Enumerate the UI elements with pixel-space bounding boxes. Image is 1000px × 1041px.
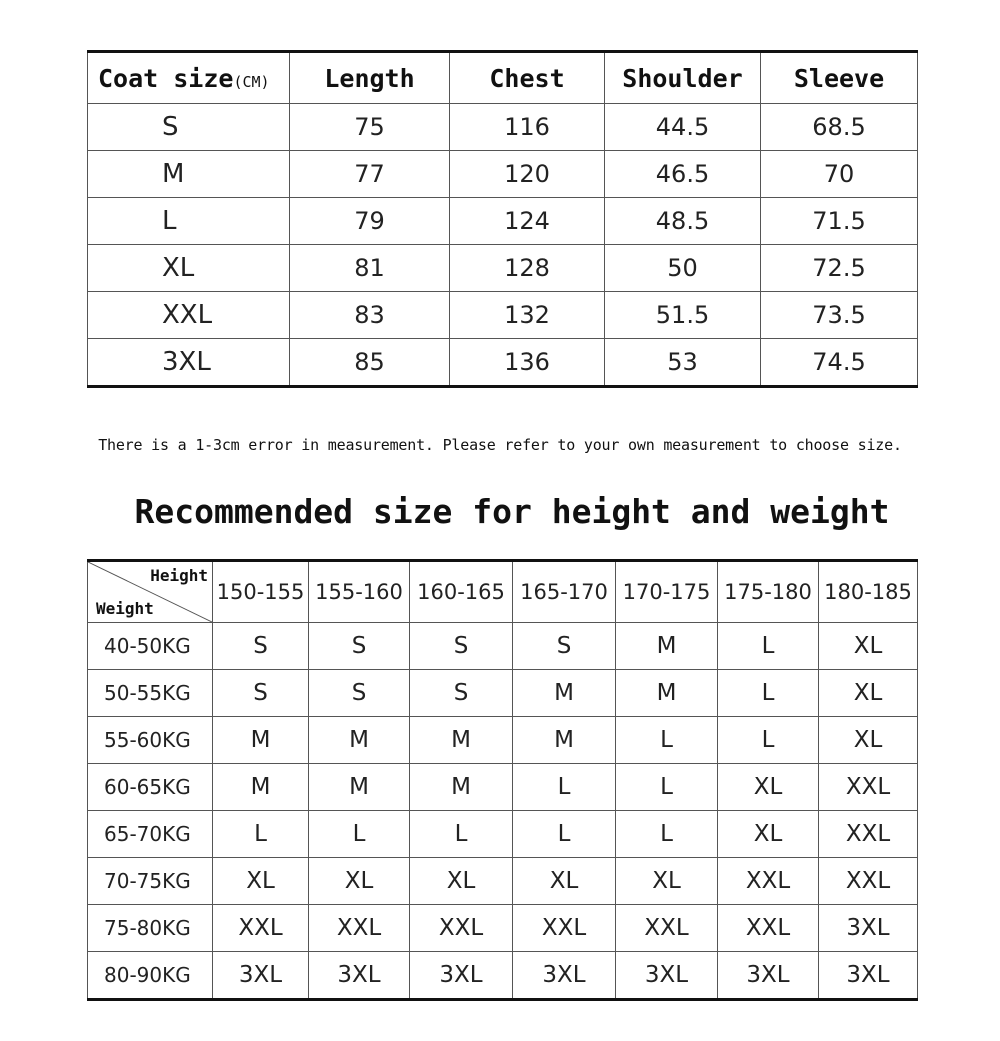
corner-header	[88, 561, 213, 623]
recommended-size: XXL	[819, 858, 918, 905]
table-row	[88, 198, 918, 245]
recommended-size: M	[410, 717, 513, 764]
table-row	[88, 764, 918, 811]
weight-range-label: 75-80KG	[88, 905, 213, 952]
length-value: 75	[290, 104, 450, 151]
size-label: 3XL	[88, 339, 290, 387]
recommended-size: M	[616, 623, 718, 670]
table-row	[88, 623, 918, 670]
recommended-size: M	[410, 764, 513, 811]
column-header-shoulder: Shoulder	[605, 52, 761, 104]
recommended-size: XL	[213, 858, 309, 905]
length-value: 81	[290, 245, 450, 292]
recommended-size: XXL	[819, 811, 918, 858]
table-row	[88, 670, 918, 717]
recommended-size: S	[309, 670, 410, 717]
shoulder-value: 44.5	[605, 104, 761, 151]
recommended-size: XXL	[213, 905, 309, 952]
size-label: M	[88, 151, 290, 198]
shoulder-value: 48.5	[605, 198, 761, 245]
recommendation-table	[87, 559, 918, 1001]
recommended-size: S	[410, 670, 513, 717]
recommended-size: 3XL	[213, 952, 309, 1000]
table-row	[88, 245, 918, 292]
chest-value: 136	[450, 339, 605, 387]
table-row	[88, 952, 918, 1000]
height-range-header: 175-180	[718, 561, 819, 623]
recommended-size: XXL	[718, 905, 819, 952]
height-range-header: 165-170	[513, 561, 616, 623]
height-range-header: 150-155	[213, 561, 309, 623]
recommended-size: XL	[819, 717, 918, 764]
sleeve-value: 73.5	[761, 292, 918, 339]
sleeve-value: 74.5	[761, 339, 918, 387]
height-range-header: 160-165	[410, 561, 513, 623]
recommended-size: M	[309, 717, 410, 764]
recommended-size: S	[513, 623, 616, 670]
coat-size-table	[87, 50, 918, 388]
recommended-size: 3XL	[718, 952, 819, 1000]
weight-range-label: 65-70KG	[88, 811, 213, 858]
sleeve-value: 71.5	[761, 198, 918, 245]
recommended-size: L	[718, 670, 819, 717]
recommended-size: S	[309, 623, 410, 670]
size-label: L	[88, 198, 290, 245]
recommended-size: XL	[819, 670, 918, 717]
column-header-chest: Chest	[450, 52, 605, 104]
weight-range-label: 40-50KG	[88, 623, 213, 670]
recommended-size: L	[513, 764, 616, 811]
recommended-size: M	[513, 717, 616, 764]
column-header-sleeve: Sleeve	[761, 52, 918, 104]
size-label: XL	[88, 245, 290, 292]
table-row	[88, 292, 918, 339]
recommended-size: XL	[410, 858, 513, 905]
corner-height-label: Height	[150, 566, 208, 585]
length-value: 77	[290, 151, 450, 198]
recommended-size: 3XL	[616, 952, 718, 1000]
height-range-header: 180-185	[819, 561, 918, 623]
size-label: XXL	[88, 292, 290, 339]
table-row	[88, 104, 918, 151]
recommended-size: L	[513, 811, 616, 858]
recommended-size: L	[616, 717, 718, 764]
shoulder-value: 50	[605, 245, 761, 292]
length-value: 83	[290, 292, 450, 339]
recommended-size: XXL	[309, 905, 410, 952]
recommended-size: XL	[513, 858, 616, 905]
recommended-size: XL	[819, 623, 918, 670]
chest-value: 124	[450, 198, 605, 245]
table-row	[88, 811, 918, 858]
height-header-row	[88, 561, 918, 623]
coat-size-header	[88, 52, 290, 104]
column-header-length: Length	[290, 52, 450, 104]
table-row	[88, 858, 918, 905]
weight-range-label: 50-55KG	[88, 670, 213, 717]
recommended-size: 3XL	[309, 952, 410, 1000]
recommended-size: XL	[718, 764, 819, 811]
height-range-header: 170-175	[616, 561, 718, 623]
recommended-size: L	[410, 811, 513, 858]
height-range-header: 155-160	[309, 561, 410, 623]
measurement-note: There is a 1-3cm error in measurement. Please refer to your own measurement to choose size.	[98, 436, 902, 454]
corner-weight-label: Weight	[96, 599, 154, 618]
table-row	[88, 905, 918, 952]
recommended-size: 3XL	[513, 952, 616, 1000]
recommended-size: M	[513, 670, 616, 717]
recommended-size: 3XL	[819, 952, 918, 1000]
shoulder-value: 46.5	[605, 151, 761, 198]
weight-range-label: 80-90KG	[88, 952, 213, 1000]
recommended-size: XXL	[616, 905, 718, 952]
weight-range-label: 55-60KG	[88, 717, 213, 764]
table-row	[88, 151, 918, 198]
recommended-size: M	[213, 717, 309, 764]
recommended-size: M	[213, 764, 309, 811]
shoulder-value: 51.5	[605, 292, 761, 339]
recommended-size: L	[616, 811, 718, 858]
sleeve-value: 70	[761, 151, 918, 198]
recommended-size: S	[410, 623, 513, 670]
recommended-size: XXL	[410, 905, 513, 952]
chest-value: 132	[450, 292, 605, 339]
length-value: 85	[290, 339, 450, 387]
recommended-size: L	[616, 764, 718, 811]
chest-value: 116	[450, 104, 605, 151]
chest-value: 120	[450, 151, 605, 198]
coat-size-label: Coat size	[98, 63, 234, 93]
recommended-size: L	[718, 717, 819, 764]
recommended-size: XXL	[718, 858, 819, 905]
recommended-size: M	[309, 764, 410, 811]
recommended-size: L	[718, 623, 819, 670]
recommended-size: XL	[718, 811, 819, 858]
recommendation-title: Recommended size for height and weight	[134, 492, 890, 531]
chest-value: 128	[450, 245, 605, 292]
weight-range-label: 60-65KG	[88, 764, 213, 811]
recommended-size: 3XL	[819, 905, 918, 952]
weight-range-label: 70-75KG	[88, 858, 213, 905]
recommended-size: XL	[309, 858, 410, 905]
recommended-size: 3XL	[410, 952, 513, 1000]
coat-header-row	[88, 52, 918, 104]
size-label: S	[88, 104, 290, 151]
shoulder-value: 53	[605, 339, 761, 387]
recommended-size: XXL	[819, 764, 918, 811]
sleeve-value: 72.5	[761, 245, 918, 292]
recommended-size: S	[213, 623, 309, 670]
table-row	[88, 339, 918, 387]
recommended-size: XXL	[513, 905, 616, 952]
recommended-size: L	[213, 811, 309, 858]
sleeve-value: 68.5	[761, 104, 918, 151]
recommended-size: XL	[616, 858, 718, 905]
length-value: 79	[290, 198, 450, 245]
coat-size-unit: (CM)	[233, 72, 270, 91]
recommended-size: M	[616, 670, 718, 717]
recommended-size: L	[309, 811, 410, 858]
table-row	[88, 717, 918, 764]
recommended-size: S	[213, 670, 309, 717]
